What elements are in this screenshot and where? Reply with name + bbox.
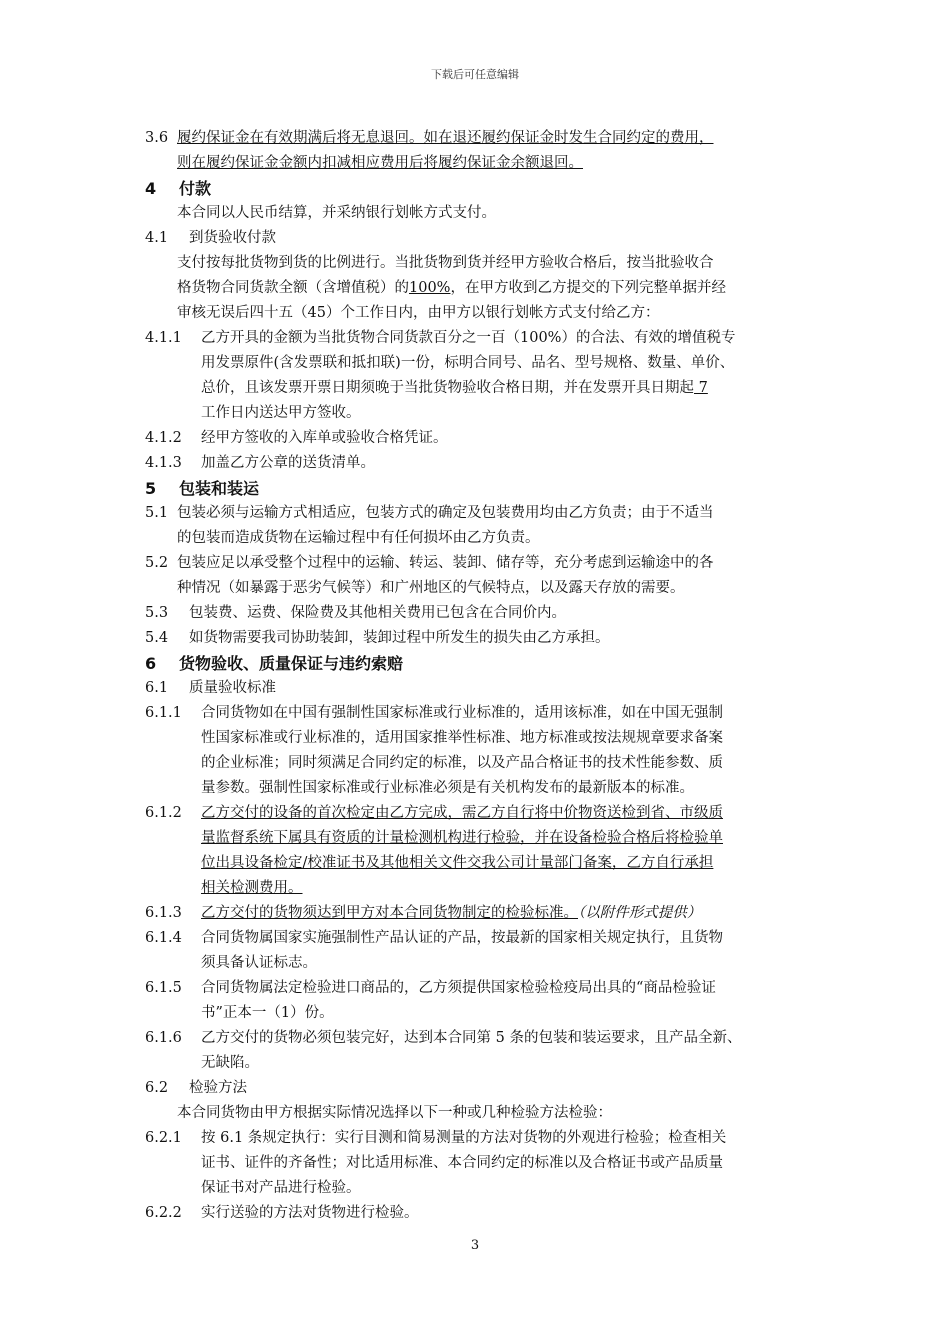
clause-number: 5.3	[145, 605, 169, 621]
clause-4-1-line-2	[145, 276, 825, 301]
clause-6-1-6-line-2: 无缺陷。	[201, 1055, 259, 1071]
clause-4-1-1-line-2: 用发票原件(含发票联和抵扣联)一份，标明合同号、品名、型号规格、数量、单价、	[201, 355, 735, 371]
section-5-heading	[145, 476, 825, 501]
document-body	[145, 126, 825, 1226]
clause-text: 实行送验的方法对货物进行检验。	[201, 1205, 419, 1221]
clause-number: 6.2.2	[145, 1205, 182, 1221]
clause-number: 6.1.3	[145, 905, 182, 921]
clause-number: 6.1.4	[145, 930, 182, 946]
section-title: 付款	[179, 179, 212, 198]
clause-number: 5.2	[145, 555, 169, 571]
clause-text: 加盖乙方公章的送货清单。	[201, 455, 375, 471]
section-4-intro: 本合同以人民币结算，并采纳银行划帐方式支付。	[177, 205, 496, 221]
delivery-days: 7	[694, 380, 708, 396]
clause-text: 乙方交付的货物必须包装完好，达到本合同第 5 条的包装和装运要求，且产品全新、	[201, 1030, 742, 1046]
clause-6-1-2-line-4	[145, 876, 825, 901]
clause-text: 乙方交付的设备的首次检定由乙方完成，需乙方自行将中价物资送检到省、市级质	[201, 805, 723, 821]
clause-6-1-1-line-2: 性国家标准或行业标准的，适用国家推举性标准、地方标准或按法规规章要求备案	[201, 730, 723, 746]
clause-6-1-5-line-2: 书”正本一（1）份。	[201, 1005, 334, 1021]
clause-6-2-heading	[145, 1076, 825, 1101]
clause-6-2-1-line-3: 保证书对产品进行检验。	[201, 1180, 361, 1196]
clause-number: 6.1.1	[145, 705, 182, 721]
section-title: 货物验收、质量保证与违约索赔	[179, 654, 404, 673]
clause-4-1-1-line-1	[145, 326, 825, 351]
clause-6-1-5-line-1	[145, 976, 825, 1001]
clause-4-1-line-1: 支付按每批货物到货的比例进行。当批货物到货并经甲方验收合格后，按当批验收合	[177, 255, 714, 271]
clause-6-1-6-line-1	[145, 1026, 825, 1051]
clause-title: 质量验收标准	[189, 680, 276, 696]
clause-text: 合同货物如在中国有强制性国家标准或行业标准的，适用该标准，如在中国无强制	[201, 705, 723, 721]
clause-text: ，在甲方收到乙方提交的下列完整单据并经	[450, 280, 726, 296]
clause-6-2-intro: 本合同货物由甲方根据实际情况选择以下一种或几种检验方法检验：	[177, 1105, 612, 1121]
clause-number: 4.1.2	[145, 430, 182, 446]
clause-text: 包装费、运费、保险费及其他相关费用已包含在合同价内。	[189, 605, 566, 621]
clause-4-1-1-line-4: 工作日内送达甲方签收。	[201, 405, 361, 421]
clause-text: 格货物合同货款全额（含增值税）的	[177, 280, 409, 296]
payment-percent: 100%	[409, 280, 451, 296]
clause-number: 6.2	[145, 1080, 169, 1096]
clause-text: 则在履约保证金金额内扣减相应费用后将履约保证金余额退回。	[177, 155, 583, 171]
clause-number: 5.4	[145, 630, 169, 646]
clause-6-1-2-line-2	[145, 826, 825, 851]
clause-text: 经甲方签收的入库单或验收合格凭证。	[201, 430, 448, 446]
clause-6-1-1-line-1	[145, 701, 825, 726]
clause-text: 合同货物属法定检验进口商品的，乙方须提供国家检验检疫局出具的“商品检验证	[201, 980, 716, 996]
clause-text: 合同货物属国家实施强制性产品认证的产品，按最新的国家相关规定执行，且货物	[201, 930, 723, 946]
clause-6-1-3	[145, 901, 825, 926]
clause-5-1-line-2: 的包装而造成货物在运输过程中有任何损坏由乙方负责。	[177, 530, 540, 546]
clause-number: 4.1.1	[145, 330, 182, 346]
clause-number: 6.2.1	[145, 1130, 182, 1146]
clause-text: 包装应足以承受整个过程中的运输、转运、装卸、储存等，充分考虑到运输途中的各	[177, 555, 714, 571]
clause-number: 4.1	[145, 230, 169, 246]
page-header-note: 下载后可任意编辑	[431, 68, 519, 81]
clause-4-1-line-3: 审核无误后四十五（45）个工作日内，由甲方以银行划帐方式支付给乙方：	[177, 305, 660, 321]
clause-4-1-2	[145, 426, 825, 451]
page-number: 3	[470, 1238, 480, 1253]
clause-text: 位出具设备检定/校准证书及其他相关文件交我公司计量部门备案，乙方自行承担	[201, 855, 714, 871]
clause-text: 总价，且该发票开票日期须晚于当批货物验收合格日期，并在发票开具日期起	[201, 380, 694, 396]
clause-6-1-4-line-1	[145, 926, 825, 951]
clause-title: 到货验收付款	[189, 230, 276, 246]
clause-number: 6.1.6	[145, 1030, 182, 1046]
clause-text: 量监督系统下属具有资质的计量检测机构进行检验，并在设备检验合格后将检验单	[201, 830, 723, 846]
clause-6-1-heading	[145, 676, 825, 701]
clause-text: 包装必须与运输方式相适应，包装方式的确定及包装费用均由乙方负责；由于不适当	[177, 505, 714, 521]
clause-5-2-line-1	[145, 551, 825, 576]
clause-5-3	[145, 601, 825, 626]
clause-6-1-2-line-3	[145, 851, 825, 876]
section-title: 包装和装运	[179, 479, 260, 498]
clause-4-1-1-line-3	[145, 376, 825, 401]
clause-title: 检验方法	[189, 1080, 247, 1096]
clause-number: 4.1.3	[145, 455, 182, 471]
clause-5-2-line-2: 种情况（如暴露于恶劣气候等）和广州地区的气候特点，以及露天存放的需要。	[177, 580, 685, 596]
clause-text: 乙方交付的货物须达到甲方对本合同货物制定的检验标准。	[201, 905, 578, 921]
clause-text: 乙方开具的金额为当批货物合同货款百分之一百（100%）的合法、有效的增值税专	[201, 330, 736, 346]
clause-text: 履约保证金在有效期满后将无息退回。如在退还履约保证金时发生合同约定的费用，	[177, 130, 714, 146]
clause-6-2-2	[145, 1201, 825, 1226]
clause-text: 按 6.1 条规定执行：实行目测和简易测量的方法对货物的外观进行检验；检查相关	[201, 1130, 727, 1146]
clause-4-1-3	[145, 451, 825, 476]
clause-number: 6.1.5	[145, 980, 182, 996]
clause-6-1-1-line-3: 的企业标准；同时须满足合同约定的标准，以及产品合格证书的技术性能参数、质	[201, 755, 723, 771]
attachment-note: （以附件形式提供）	[578, 905, 702, 921]
clause-5-4	[145, 626, 825, 651]
clause-number: 6.1	[145, 680, 169, 696]
section-number: 5	[145, 479, 157, 498]
clause-number: 6.1.2	[145, 805, 182, 821]
clause-5-1-line-1	[145, 501, 825, 526]
section-number: 4	[145, 179, 157, 198]
clause-3-6-line-2	[145, 151, 825, 176]
clause-6-2-1-line-1	[145, 1126, 825, 1151]
section-number: 6	[145, 654, 157, 673]
clause-number: 3.6	[145, 130, 169, 146]
clause-number: 5.1	[145, 505, 169, 521]
section-4-heading	[145, 176, 825, 201]
clause-6-1-1-line-4: 量参数。强制性国家标准或行业标准必须是有关机构发布的最新版本的标准。	[201, 780, 694, 796]
clause-3-6-line-1	[145, 126, 825, 151]
clause-6-1-2-line-1	[145, 801, 825, 826]
clause-6-1-4-line-2: 须具备认证标志。	[201, 955, 317, 971]
clause-4-1-heading	[145, 226, 825, 251]
clause-text: 相关检测费用。	[201, 880, 303, 896]
clause-text: 如货物需要我司协助装卸，装卸过程中所发生的损失由乙方承担。	[189, 630, 610, 646]
clause-6-2-1-line-2: 证书、证件的齐备性；对比适用标准、本合同约定的标准以及合格证书或产品质量	[201, 1155, 723, 1171]
section-6-heading	[145, 651, 825, 676]
